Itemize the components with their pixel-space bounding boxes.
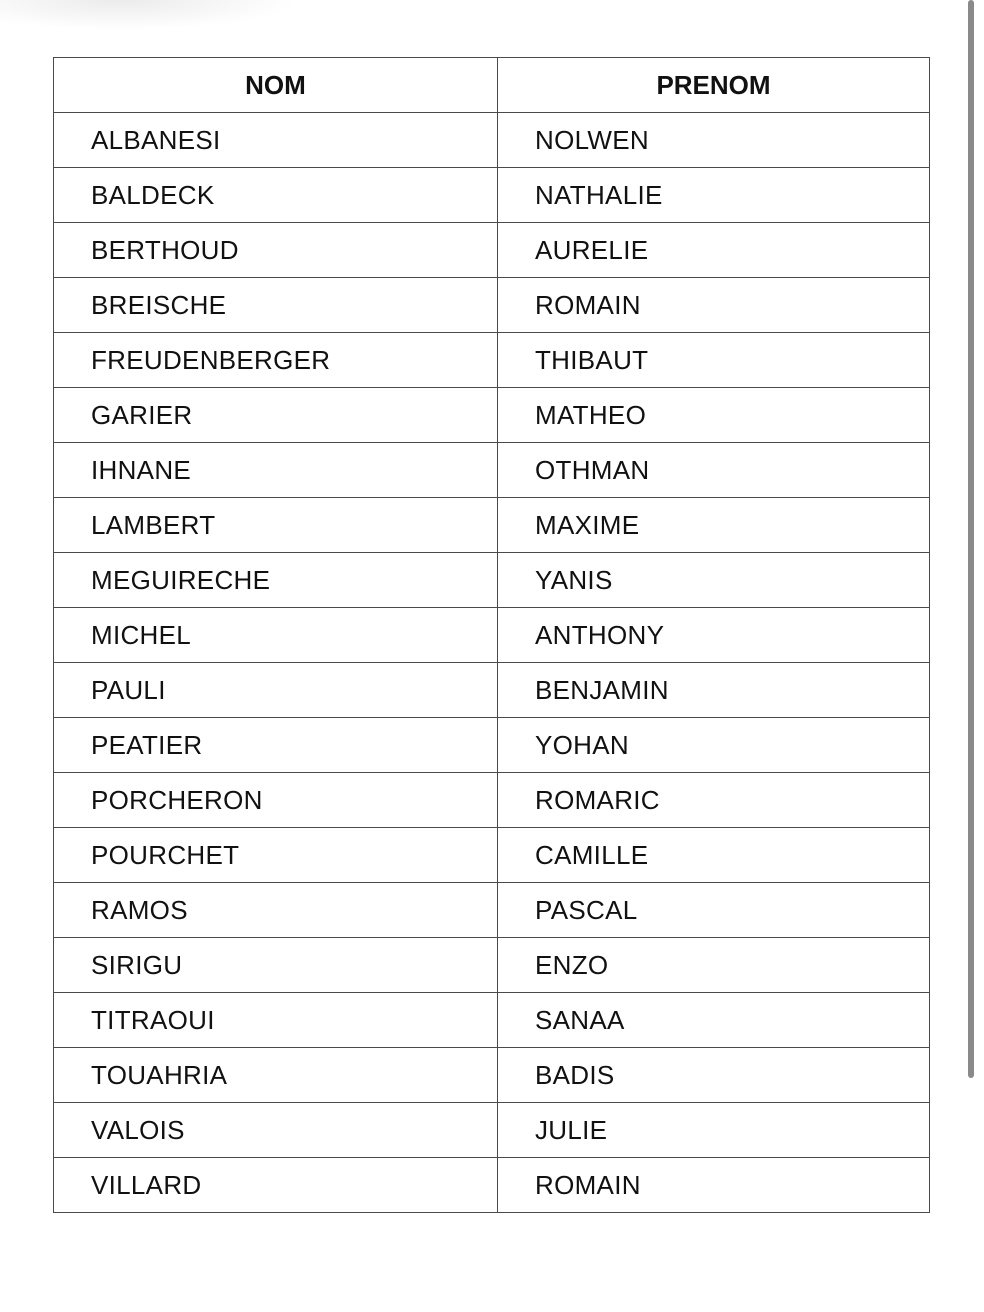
cell-nom: VILLARD bbox=[54, 1158, 498, 1213]
cell-nom: FREUDENBERGER bbox=[54, 333, 498, 388]
table-row bbox=[54, 443, 930, 498]
cell-nom: TOUAHRIA bbox=[54, 1048, 498, 1103]
cell-nom: PORCHERON bbox=[54, 773, 498, 828]
table-row bbox=[54, 1158, 930, 1213]
table-row bbox=[54, 223, 930, 278]
table-row bbox=[54, 608, 930, 663]
cell-nom: PEATIER bbox=[54, 718, 498, 773]
cell-nom: MICHEL bbox=[54, 608, 498, 663]
table-row bbox=[54, 168, 930, 223]
cell-nom: RAMOS bbox=[54, 883, 498, 938]
table-row bbox=[54, 113, 930, 168]
cell-prenom: SANAA bbox=[498, 993, 930, 1048]
cell-prenom: THIBAUT bbox=[498, 333, 930, 388]
cell-prenom: BADIS bbox=[498, 1048, 930, 1103]
cell-prenom: PASCAL bbox=[498, 883, 930, 938]
cell-nom: TITRAOUI bbox=[54, 993, 498, 1048]
cell-nom: GARIER bbox=[54, 388, 498, 443]
table-row bbox=[54, 1103, 930, 1158]
cell-nom: PAULI bbox=[54, 663, 498, 718]
cell-prenom: AURELIE bbox=[498, 223, 930, 278]
cell-prenom: MATHEO bbox=[498, 388, 930, 443]
cell-prenom: YOHAN bbox=[498, 718, 930, 773]
table-row bbox=[54, 883, 930, 938]
cell-nom: BREISCHE bbox=[54, 278, 498, 333]
cell-prenom: NOLWEN bbox=[498, 113, 930, 168]
table-row bbox=[54, 938, 930, 993]
cell-prenom: JULIE bbox=[498, 1103, 930, 1158]
page-shadow bbox=[0, 0, 300, 30]
vertical-scrollbar[interactable] bbox=[968, 0, 974, 1078]
cell-prenom: NATHALIE bbox=[498, 168, 930, 223]
cell-prenom: MAXIME bbox=[498, 498, 930, 553]
cell-nom: BERTHOUD bbox=[54, 223, 498, 278]
cell-prenom: ROMARIC bbox=[498, 773, 930, 828]
header-nom: NOM bbox=[54, 58, 498, 113]
names-table bbox=[53, 57, 930, 1213]
cell-prenom: OTHMAN bbox=[498, 443, 930, 498]
cell-prenom: YANIS bbox=[498, 553, 930, 608]
cell-prenom: ROMAIN bbox=[498, 278, 930, 333]
table-row bbox=[54, 718, 930, 773]
cell-nom: SIRIGU bbox=[54, 938, 498, 993]
table-row bbox=[54, 388, 930, 443]
cell-nom: MEGUIRECHE bbox=[54, 553, 498, 608]
table-row bbox=[54, 278, 930, 333]
table-row bbox=[54, 773, 930, 828]
cell-nom: ALBANESI bbox=[54, 113, 498, 168]
cell-prenom: ROMAIN bbox=[498, 1158, 930, 1213]
cell-prenom: ANTHONY bbox=[498, 608, 930, 663]
cell-nom: BALDECK bbox=[54, 168, 498, 223]
table-row bbox=[54, 663, 930, 718]
cell-prenom: CAMILLE bbox=[498, 828, 930, 883]
cell-prenom: BENJAMIN bbox=[498, 663, 930, 718]
cell-nom: VALOIS bbox=[54, 1103, 498, 1158]
cell-nom: POURCHET bbox=[54, 828, 498, 883]
table-row bbox=[54, 553, 930, 608]
table-header-row bbox=[54, 58, 930, 113]
table-row bbox=[54, 333, 930, 388]
cell-nom: LAMBERT bbox=[54, 498, 498, 553]
table-row bbox=[54, 828, 930, 883]
cell-nom: IHNANE bbox=[54, 443, 498, 498]
cell-prenom: ENZO bbox=[498, 938, 930, 993]
header-prenom: PRENOM bbox=[498, 58, 930, 113]
table-row bbox=[54, 993, 930, 1048]
table-row bbox=[54, 498, 930, 553]
table-row bbox=[54, 1048, 930, 1103]
